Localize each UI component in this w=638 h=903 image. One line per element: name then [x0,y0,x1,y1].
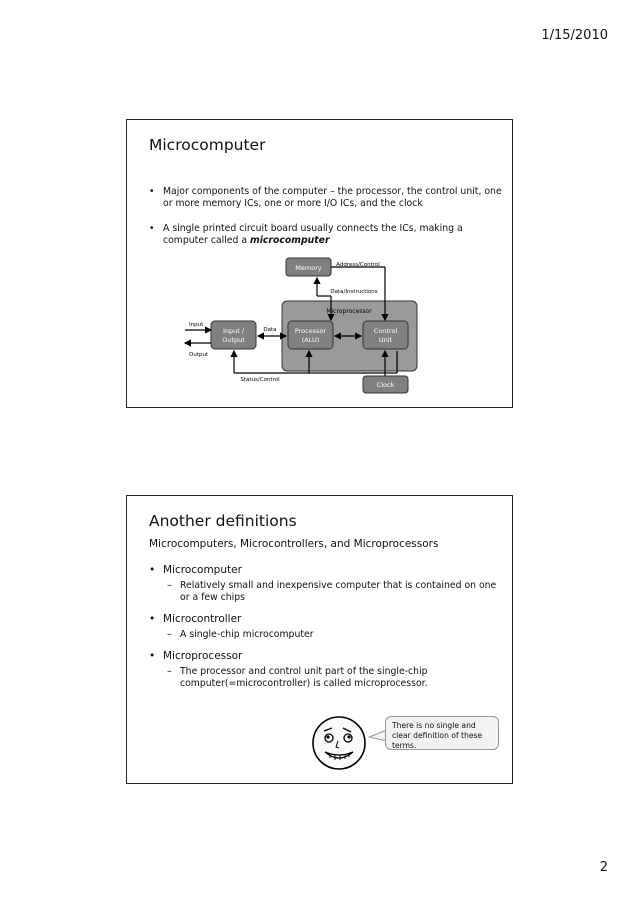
header-date: 1/15/2010 [541,28,608,43]
input-label: Input [189,322,204,328]
page-number: 2 [599,860,608,875]
definition-item [149,613,504,626]
clock-label: Clock [376,381,395,389]
bullet-icon: • [149,223,155,234]
io-label-line2: Output [222,336,245,344]
bullet-icon: • [149,564,156,576]
slide-subtitle: Microcomputers, Microcontrollers, and Microprocessors [149,538,439,550]
dash-icon: – [167,629,172,640]
control-unit-box [363,321,408,349]
data-instructions-label: Data/Instructions [330,289,378,295]
bullet-icon: • [149,613,156,625]
definition-detail [167,666,497,689]
status-control-label: Status/Control [240,377,280,383]
control-label-line2: Unit [378,336,393,344]
grimace-face-icon [310,714,370,774]
bullet-text-main: A single printed circuit board usually connects the ICs, making a computer called a [163,223,463,246]
dash-icon: – [167,580,172,591]
io-box [211,321,256,349]
control-label-line1: Control [373,327,398,335]
bullet-text: Major components of the computer – the processor, the control unit, one or more memory ICs, one or more I/O ICs, and the clock [163,186,502,209]
definition-detail [167,580,497,603]
definition-detail-text: A single-chip microcomputer [180,629,314,640]
definition-detail-text: Relatively small and inexpensive computer that is contained on one or a few chips [180,580,497,603]
data-label: Data [263,327,277,333]
definition-item [149,564,504,577]
io-label-line1: Input / [222,327,245,335]
slide-title: Microcomputer [149,136,266,154]
bullet-icon: • [149,186,155,197]
processor-label-line1: Processor [294,327,327,335]
processor-label-line2: (ALU) [301,336,320,344]
definition-label: Microcomputer [163,564,242,576]
slide-microcomputer [126,119,513,408]
output-label: Output [189,352,209,358]
memory-label: Memory [295,264,322,272]
dash-icon: – [167,666,172,677]
definition-label: Microcontroller [163,613,242,625]
microcomputer-diagram [127,120,512,407]
bullet-icon: • [149,650,156,662]
slide-title: Another definitions [149,512,297,530]
definition-label: Microprocessor [163,650,243,662]
processor-box [288,321,333,349]
speech-bubble: There is no single and clear definition of these terms. [385,716,499,750]
bullet-emphasis: microcomputer [250,234,330,246]
address-control-label: Address/Control [336,262,380,268]
microprocessor-label: Microprocessor [326,308,372,315]
definition-detail-text: The processor and control unit part of the single-chip computer(=microcontroller) is called microprocessor. [180,666,428,689]
definition-detail [167,629,497,641]
definition-item [149,650,504,663]
slide-another-definitions [126,495,513,784]
